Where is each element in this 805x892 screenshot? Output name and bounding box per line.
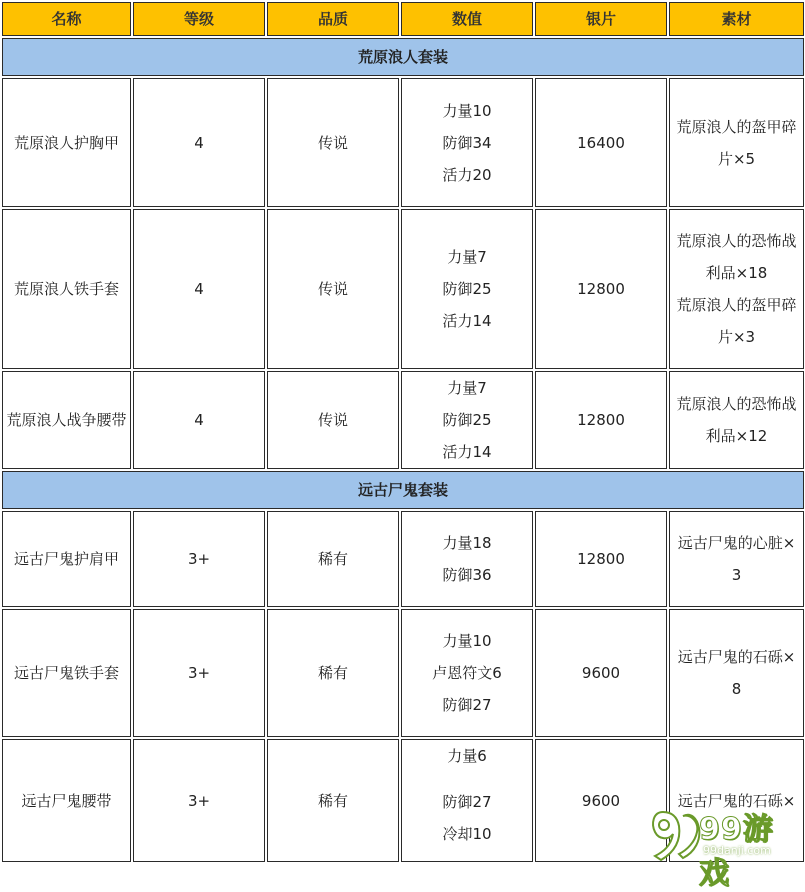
header-quality: 品质: [267, 2, 399, 36]
item-silver: 12800: [535, 371, 667, 469]
item-name: [2, 739, 131, 862]
item-quality-text: 稀有: [317, 791, 348, 810]
table-row: [2, 609, 804, 737]
gamepad-logo-icon: [649, 806, 701, 862]
item-quality: 稀有: [267, 609, 399, 737]
item-name: 荒原浪人战争腰带: [2, 371, 131, 469]
clip-wrap: [402, 740, 532, 861]
clip-wrap: [134, 740, 264, 861]
material-line: 3: [731, 566, 742, 584]
table-row: [2, 511, 804, 607]
item-silver: 12800: [535, 511, 667, 607]
item-silver: 9600: [535, 609, 667, 737]
table-row: [2, 78, 804, 207]
item-silver: 16400: [535, 78, 667, 207]
header-material: 素材: [669, 2, 804, 36]
material-line: 荒原浪人的恐怖战: [676, 395, 797, 413]
item-material: [669, 78, 804, 207]
item-stats: [401, 739, 533, 862]
stat-line: 防御27: [442, 696, 492, 714]
stat-line: 力量10: [442, 101, 492, 120]
stat-line: 防御27: [442, 793, 492, 811]
item-level: [133, 739, 265, 862]
stat-line: 活力20: [442, 165, 492, 184]
item-quality: 传说: [267, 209, 399, 369]
item-quality: 稀有: [267, 511, 399, 607]
item-material: [669, 511, 804, 607]
material-line: 荒原浪人的恐怖战: [676, 232, 797, 250]
header-stats: 数值: [401, 2, 533, 36]
stat-line: 防御34: [442, 133, 492, 152]
stat-line: 冷却10: [442, 825, 492, 843]
watermark-url: 99danji.com: [703, 844, 771, 857]
item-level: 4: [133, 78, 265, 207]
clip-wrap: [3, 740, 130, 861]
stat-line: 力量7: [447, 248, 487, 266]
stat-line: 力量10: [442, 632, 492, 650]
material-line: 利品×12: [705, 427, 768, 445]
item-material: [669, 209, 804, 369]
item-name-text: 远古尸鬼腰带: [21, 791, 112, 810]
item-name: 远古尸鬼铁手套: [2, 609, 131, 737]
item-stats: [401, 371, 533, 469]
stat-line: 防御25: [442, 280, 492, 298]
header-name: 名称: [2, 2, 131, 36]
material-line: 远古尸鬼的石砾×: [677, 791, 796, 810]
material-line: 荒原浪人的盔甲碎: [676, 296, 797, 314]
item-name: 荒原浪人铁手套: [2, 209, 131, 369]
stat-line: 防御25: [442, 411, 492, 429]
item-level: 4: [133, 371, 265, 469]
material-line: 片×3: [717, 328, 756, 346]
stat-line: 力量7: [447, 379, 487, 397]
header-row: [2, 2, 804, 36]
item-silver: [535, 739, 667, 862]
item-stats: [401, 609, 533, 737]
item-level-text: 3+: [187, 791, 211, 810]
material-line: 荒原浪人的盔甲碎: [676, 117, 797, 136]
material-line: 远古尸鬼的石砾×: [677, 648, 796, 666]
stat-line: 活力14: [442, 312, 492, 330]
item-silver-text: 9600: [581, 791, 621, 810]
item-material: [669, 371, 804, 469]
item-quality: 传说: [267, 78, 399, 207]
item-quality: 传说: [267, 371, 399, 469]
item-stats: [401, 209, 533, 369]
material-line: 8: [731, 680, 742, 698]
item-name: 荒原浪人护胸甲: [2, 78, 131, 207]
item-name: 远古尸鬼护肩甲: [2, 511, 131, 607]
material-line: 片×5: [717, 149, 756, 168]
item-quality: [267, 739, 399, 862]
material-line: 利品×18: [705, 264, 768, 282]
watermark: [649, 802, 799, 891]
set-title: 荒原浪人套装: [2, 38, 804, 76]
item-silver: 12800: [535, 209, 667, 369]
stat-line: 活力14: [442, 443, 492, 461]
header-level: 等级: [133, 2, 265, 36]
table-row: [2, 371, 804, 469]
clip-wrap: [536, 740, 666, 861]
item-material: [669, 609, 804, 737]
stat-line: 防御36: [442, 566, 492, 584]
header-silver: 银片: [535, 2, 667, 36]
stat-line: 力量6: [447, 747, 487, 765]
item-level: 3+: [133, 511, 265, 607]
item-level: 3+: [133, 609, 265, 737]
item-stats: [401, 78, 533, 207]
stat-line: 力量18: [442, 534, 492, 552]
watermark-brand: 99游戏: [699, 812, 774, 891]
item-level: 4: [133, 209, 265, 369]
set-row: [2, 38, 804, 76]
stat-line: 卢恩符文6: [432, 664, 502, 682]
table-row: [2, 209, 804, 369]
clip-wrap: [268, 740, 398, 861]
stat-gap: [402, 772, 532, 786]
material-line: 远古尸鬼的心脏×: [677, 534, 796, 552]
item-stats: [401, 511, 533, 607]
set-title: 远古尸鬼套装: [2, 471, 804, 509]
set-row: [2, 471, 804, 509]
